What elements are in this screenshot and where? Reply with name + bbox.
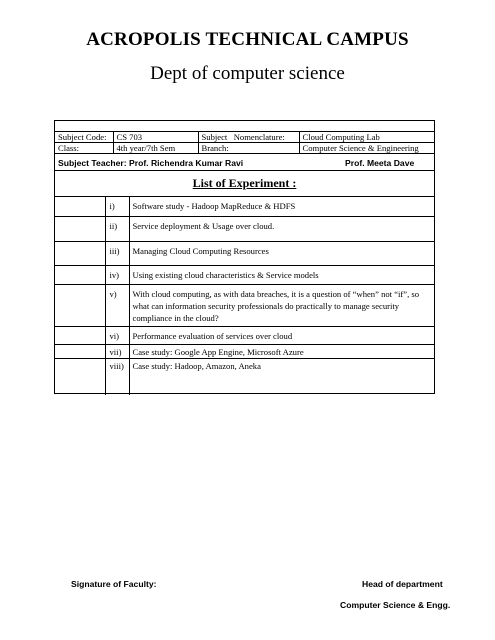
subject-row [55,132,434,143]
experiment-number: i) [105,197,129,217]
subject-code-value: CS 703 [113,132,198,143]
experiment-number: viii) [105,359,129,395]
experiment-text: Case study: Hadoop, Amazon, Aneka [129,359,434,395]
experiment-table [55,196,434,395]
faculty-signature-label: Signature of Faculty: [71,579,157,589]
department-name-label: Computer Science & Engg. [340,600,451,610]
experiment-text: Service deployment & Usage over cloud. [129,217,434,242]
table-row [55,197,434,217]
blank-cell [55,197,105,217]
subject-info-table [55,131,434,154]
experiment-text: Managing Cloud Computing Resources [129,242,434,266]
teacher-row [55,154,434,171]
table-row [55,242,434,266]
blank-cell [55,242,105,266]
blank-cell [55,217,105,242]
experiment-number: vi) [105,327,129,345]
experiment-number: ii) [105,217,129,242]
table-row [55,285,434,327]
table-row [55,345,434,359]
subject-code-label: Subject Code: [55,132,113,143]
experiment-sheet [54,120,435,394]
table-row [55,217,434,242]
experiment-text: Case study: Google App Engine, Microsoft Azure [129,345,434,359]
list-title: List of Experiment : [192,176,297,190]
experiment-text: With cloud computing, as with data breaches, it is a question of “when” not “if”, so what can information security professionals do practically to manage security compliance in the cloud? [129,285,434,327]
experiment-number: iv) [105,266,129,285]
nomenclature-value: Cloud Computing Lab [299,132,434,143]
experiment-number: v) [105,285,129,327]
branch-value: Computer Science & Engineering [299,143,434,154]
page-title: ACROPOLIS TECHNICAL CAMPUS [86,29,409,50]
head-of-department-label: Head of department [362,579,443,589]
blank-cell [55,359,105,395]
second-teacher: Prof. Meeta Dave [345,158,415,168]
blank-cell [55,285,105,327]
experiment-number: vii) [105,345,129,359]
blank-cell [55,327,105,345]
table-row [55,359,434,395]
blank-cell [55,345,105,359]
class-row [55,143,434,154]
subject-teacher: Subject Teacher: Prof. Richendra Kumar Ravi [58,158,244,168]
table-row [55,266,434,285]
class-label: Class: [55,143,113,154]
experiment-text: Performance evaluation of services over cloud [129,327,434,345]
branch-label: Branch: [198,143,299,154]
class-value: 4th year/7th Sem [113,143,198,154]
experiment-text: Software study - Hadoop MapReduce & HDFS [129,197,434,217]
blank-cell [55,266,105,285]
table-row [55,327,434,345]
nomenclature-label: Subject Nomenclature: [198,132,299,143]
department-subtitle: Dept of computer science [150,63,345,84]
experiment-number: iii) [105,242,129,266]
experiment-text: Using existing cloud characteristics & Service models [129,266,434,285]
